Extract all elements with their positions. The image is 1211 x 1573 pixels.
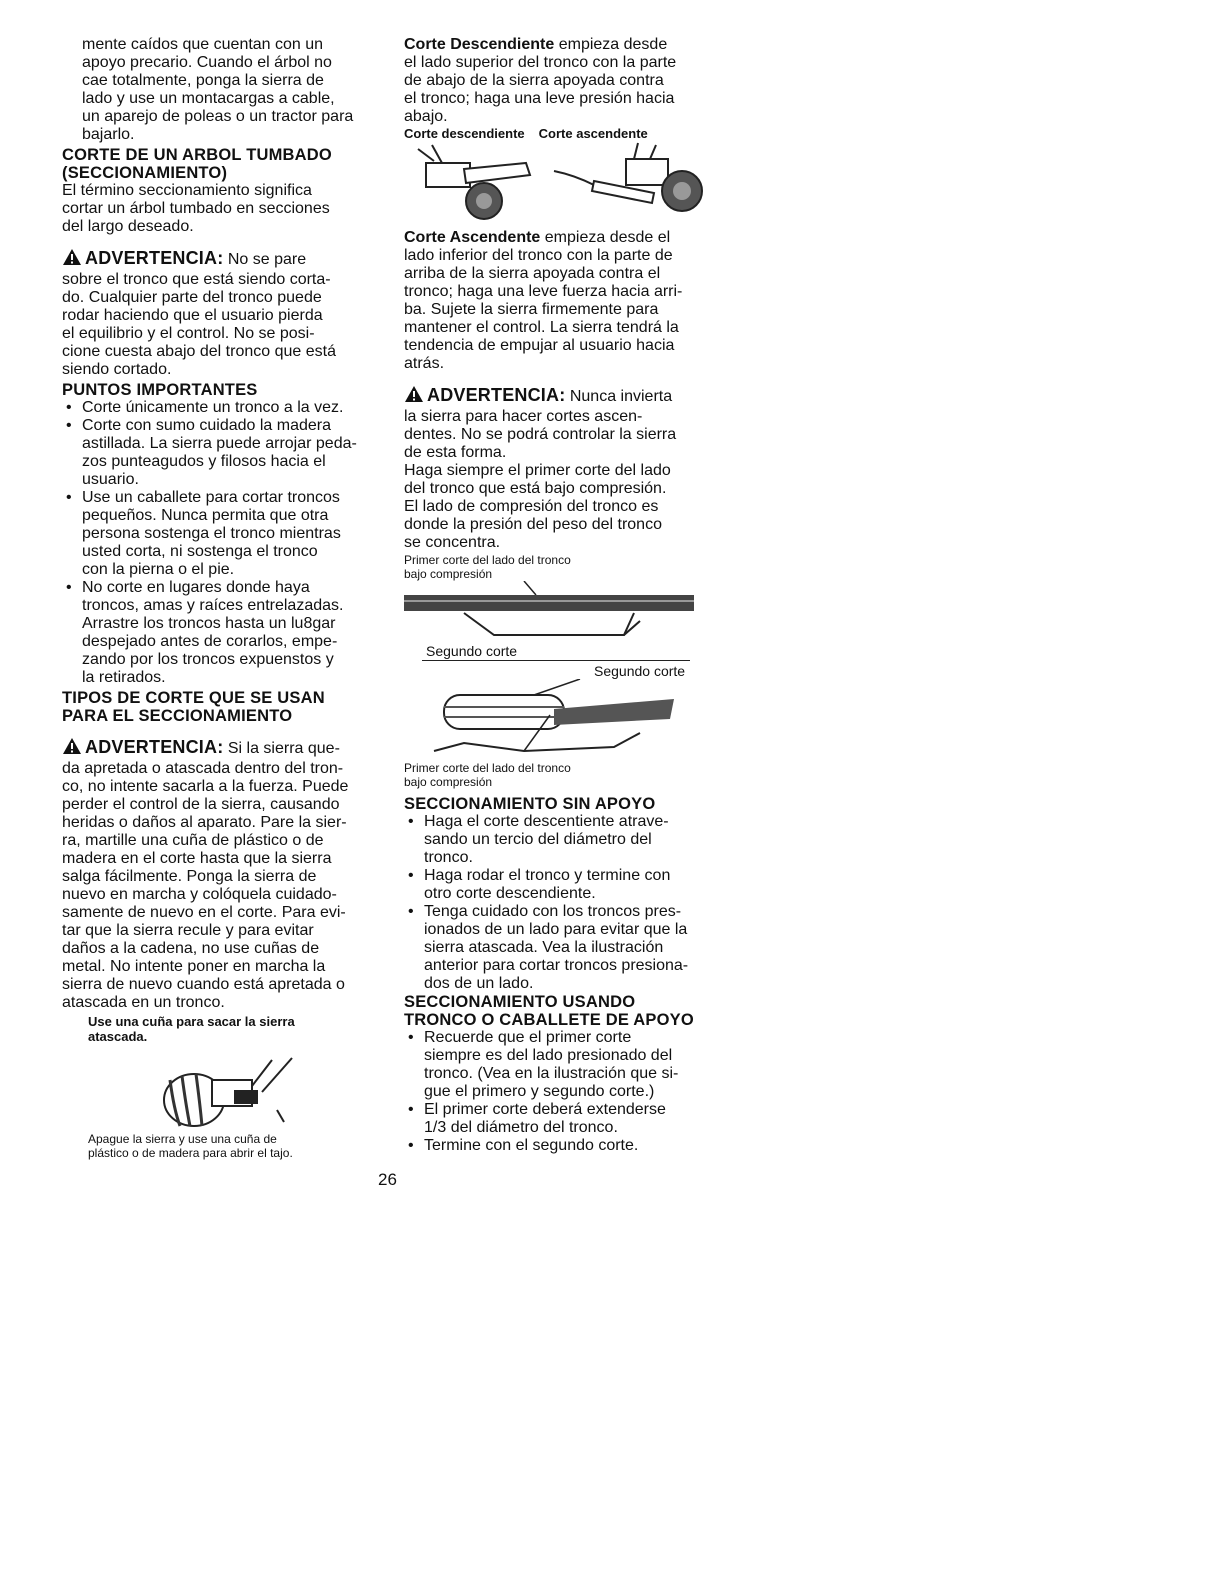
- compression-paragraph: [404, 462, 716, 552]
- text-line: sando un tercio del diámetro del: [424, 831, 652, 848]
- text-line: metal. No intente poner en marcha la: [62, 958, 326, 975]
- text-line: • Termine con el segundo corte.: [424, 1137, 639, 1154]
- list-item: [404, 1029, 716, 1101]
- compression-bottom-label: [404, 761, 716, 789]
- term-label: Corte Descendiente: [404, 36, 555, 53]
- text-line: la retirados.: [82, 669, 166, 686]
- cut-types-figure-labels: [404, 126, 716, 141]
- text-line: bajarlo.: [82, 126, 135, 143]
- text-line: gue el primero y segundo corte.): [424, 1083, 655, 1100]
- warning-triangle-icon: [62, 737, 82, 760]
- warning-label: ADVERTENCIA:: [85, 737, 224, 757]
- text-line: siendo cortado.: [62, 361, 172, 378]
- text-line: atascada en un tronco.: [62, 994, 225, 1011]
- text-line: dos de un lado.: [424, 975, 534, 992]
- figure-divider: [422, 660, 690, 661]
- text-line: rodar haciendo que el usuario pierda: [62, 307, 323, 324]
- text-line: despejado antes de corarlos, empe-: [82, 633, 338, 650]
- text-line: ionados de un lado para evitar que la: [424, 921, 688, 938]
- warning-triangle-icon: [62, 248, 82, 271]
- text-line: tendencia de empujar al usuario hacia: [404, 337, 675, 354]
- caption-line: atascada.: [88, 1029, 148, 1044]
- wedge-figure-caption-bottom: [62, 1132, 380, 1160]
- heading-line: PARA EL SECCIONAMIENTO: [62, 707, 293, 725]
- section-heading-tipos: [62, 689, 380, 725]
- text-line: tar que la sierra recule y para evitar: [62, 922, 314, 939]
- warning-first-line: [62, 737, 380, 760]
- text-line: sierra atascada. Vea la ilustración: [424, 939, 664, 956]
- caption-line: Use una cuña para sacar la sierra: [88, 1014, 295, 1029]
- text-line: [404, 229, 716, 247]
- text-line: sierra de nuevo cuando está apretada o: [62, 976, 345, 993]
- list-item: [404, 1101, 716, 1137]
- warning-block-2: [62, 737, 380, 1012]
- text-line: madera en el corte hasta que la sierra: [62, 850, 332, 867]
- log-compression-top-illustration: [404, 581, 716, 643]
- text-line: dentes. No se podrá controlar la sierra: [404, 426, 677, 443]
- text-line: do. Cualquier parte del tronco puede: [62, 289, 322, 306]
- warning-label: ADVERTENCIA:: [85, 248, 224, 268]
- text-line: Haga siempre el primer corte del lado: [404, 462, 671, 479]
- heading-line: CORTE DE UN ARBOL TUMBADO: [62, 146, 332, 164]
- section-heading-usando: [404, 993, 716, 1029]
- text-line: • Use un caballete para cortar troncos: [82, 489, 340, 506]
- text-line: astillada. La sierra puede arrojar peda-: [82, 435, 357, 452]
- text-line: persona sostenga el tronco mientras: [82, 525, 341, 542]
- text-line: samente de nuevo en el corte. Para evi-: [62, 904, 346, 921]
- caption-line: Apague la sierra y use una cuña de: [88, 1132, 277, 1146]
- caption-line: bajo compresión: [404, 775, 493, 789]
- caption-line: Primer corte del lado del tronco: [404, 761, 571, 775]
- text-line: ra, martille una cuña de plástico o de: [62, 832, 324, 849]
- list-item: [404, 1137, 716, 1155]
- figure-label-segundo-corte-1: Segundo corte: [426, 643, 518, 659]
- text-line: la sierra para hacer cortes ascen-: [404, 408, 643, 425]
- text-line: tronco.: [424, 849, 473, 866]
- caption-line: plástico o de madera para abrir el tajo.: [88, 1146, 293, 1160]
- list-item: [62, 399, 380, 417]
- list-item: [62, 489, 380, 579]
- text-line: cae totalmente, ponga la sierra de: [82, 72, 324, 89]
- text-line: tronco. (Vea en la ilustración que si-: [424, 1065, 679, 1082]
- text-line: co, no intente sacarla a la fuerza. Puede: [62, 778, 349, 795]
- cut-types-illustration: [404, 141, 716, 225]
- right-column: [404, 36, 716, 1155]
- warning-first-line: [62, 248, 380, 271]
- text-line: cortar un árbol tumbado en secciones: [62, 200, 330, 217]
- text-line: daños a la cadena, no use cuñas de: [62, 940, 320, 957]
- corte-descendiente-paragraph: [404, 36, 716, 126]
- text-line: • Tenga cuidado con los troncos pres-: [424, 903, 682, 920]
- list-item: [62, 579, 380, 687]
- text-line: abajo.: [404, 108, 448, 125]
- text-line: usted corta, ni sostenga el tronco: [82, 543, 318, 560]
- text-line: mantener el control. La sierra tendrá la: [404, 319, 679, 336]
- text-line: • Haga el corte descentiente atrave-: [424, 813, 669, 830]
- text-line: • No corte en lugares donde haya: [82, 579, 310, 596]
- figure-label-up: Corte ascendente: [538, 126, 648, 141]
- text-line: mente caídos que cuentan con un: [82, 36, 324, 53]
- text-line: troncos, amas y raíces entrelazadas.: [82, 597, 344, 614]
- text-line: otro corte descendiente.: [424, 885, 596, 902]
- text-line: del largo deseado.: [62, 218, 194, 235]
- text-line: tronco; haga una leve fuerza hacia arri-: [404, 283, 683, 300]
- puntos-list: [62, 399, 380, 687]
- list-item: [62, 417, 380, 489]
- text-span: empieza desde: [554, 36, 668, 53]
- left-column: [62, 36, 380, 1160]
- text-line: de esta forma.: [404, 444, 507, 461]
- text-line: atrás.: [404, 355, 445, 372]
- text-line: ba. Sujete la sierra firmemente para: [404, 301, 659, 318]
- term-label: Corte Ascendente: [404, 229, 541, 246]
- sin-apoyo-list: [404, 813, 716, 993]
- warning-text: No se pare: [223, 251, 307, 268]
- list-item: [404, 903, 716, 993]
- figure-label-segundo-corte-2: Segundo corte: [594, 663, 686, 679]
- text-span: empieza desde el: [540, 229, 671, 246]
- caption-line: bajo compresión: [404, 567, 493, 581]
- text-line: lado y use un montacargas a cable,: [82, 90, 335, 107]
- text-line: zando por los troncos expuenstos y: [82, 651, 334, 668]
- text-line: se concentra.: [404, 534, 501, 551]
- wedge-illustration: [62, 1050, 380, 1130]
- text-line: de abajo de la sierra apoyada contra: [404, 72, 664, 89]
- text-line: del tronco que está bajo compresión.: [404, 480, 667, 497]
- text-line: el lado superior del tronco con la parte: [404, 54, 677, 71]
- text-line: salga fácilmente. Ponga la sierra de: [62, 868, 317, 885]
- wedge-figure-caption-top: [62, 1014, 380, 1044]
- corte-ascendente-paragraph: [404, 229, 716, 373]
- seccionamiento-definition: [62, 182, 380, 236]
- text-line: El término seccionamiento significa: [62, 182, 312, 199]
- figure-label-down: Corte descendiente: [404, 126, 525, 141]
- list-item: [404, 867, 716, 903]
- text-line: • Haga rodar el tronco y termine con: [424, 867, 671, 884]
- warning-text: Si la sierra que-: [223, 740, 340, 757]
- page-number: 26: [378, 1170, 397, 1189]
- warning-first-line: [404, 385, 716, 408]
- section-heading-seccionamiento: [62, 146, 380, 182]
- warning-text: Nunca invierta: [565, 388, 673, 405]
- text-line: zos punteagudos y filosos hacia el: [82, 453, 326, 470]
- text-line: heridas o daños al aparato. Pare la sier-: [62, 814, 347, 831]
- text-line: con la pierna o el pie.: [82, 561, 235, 578]
- text-line: nuevo en marcha y colóquela cuidado-: [62, 886, 337, 903]
- text-line: • Corte únicamente un tronco a la vez.: [82, 399, 344, 416]
- intro-paragraph: [62, 36, 380, 144]
- usando-list: [404, 1029, 716, 1155]
- warning-label: ADVERTENCIA:: [427, 385, 566, 405]
- text-line: [404, 36, 716, 54]
- text-line: da apretada o atascada dentro del tron-: [62, 760, 344, 777]
- heading-line: SECCIONAMIENTO USANDO: [404, 993, 636, 1011]
- text-line: 1/3 del diámetro del tronco.: [424, 1119, 618, 1136]
- text-line: el tronco; haga una leve presión hacia: [404, 90, 675, 107]
- warning-block-3: [404, 385, 716, 462]
- text-line: siempre es del lado presionado del: [424, 1047, 673, 1064]
- section-heading-sin-apoyo: SECCIONAMIENTO SIN APOYO: [404, 795, 656, 813]
- text-line: donde la presión del peso del tronco: [404, 516, 662, 533]
- section-heading-puntos: PUNTOS IMPORTANTES: [62, 381, 258, 399]
- list-item: [404, 813, 716, 867]
- text-line: Arrastre los troncos hasta un lu8gar: [82, 615, 336, 632]
- text-line: lado inferior del tronco con la parte de: [404, 247, 673, 264]
- text-line: arriba de la sierra apoyada contra el: [404, 265, 661, 282]
- warning-triangle-icon: [404, 385, 424, 408]
- text-line: • Corte con sumo cuidado la madera: [82, 417, 332, 434]
- heading-line: TRONCO O CABALLETE DE APOYO: [404, 1011, 694, 1029]
- caption-line: Primer corte del lado del tronco: [404, 553, 571, 567]
- text-line: un aparejo de poleas o un tractor para: [82, 108, 354, 125]
- text-line: usuario.: [82, 471, 139, 488]
- text-line: pequeños. Nunca permita que otra: [82, 507, 329, 524]
- compression-figure-label: [404, 553, 716, 581]
- heading-line: (SECCIONAMIENTO): [62, 164, 228, 182]
- text-line: perder el control de la sierra, causando: [62, 796, 340, 813]
- text-line: anterior para cortar troncos presiona-: [424, 957, 689, 974]
- log-compression-bottom-illustration: [404, 679, 716, 761]
- text-line: apoyo precario. Cuando el árbol no: [82, 54, 332, 71]
- text-line: cione cuesta abajo del tronco que está: [62, 343, 336, 360]
- heading-line: TIPOS DE CORTE QUE SE USAN: [62, 689, 325, 707]
- text-line: sobre el tronco que está siendo corta-: [62, 271, 331, 288]
- text-line: El lado de compresión del tronco es: [404, 498, 659, 515]
- text-line: • Recuerde que el primer corte: [424, 1029, 632, 1046]
- text-line: el equilibrio y el control. No se posi-: [62, 325, 315, 342]
- text-line: • El primer corte deberá extenderse: [424, 1101, 666, 1118]
- warning-block-1: [62, 248, 380, 379]
